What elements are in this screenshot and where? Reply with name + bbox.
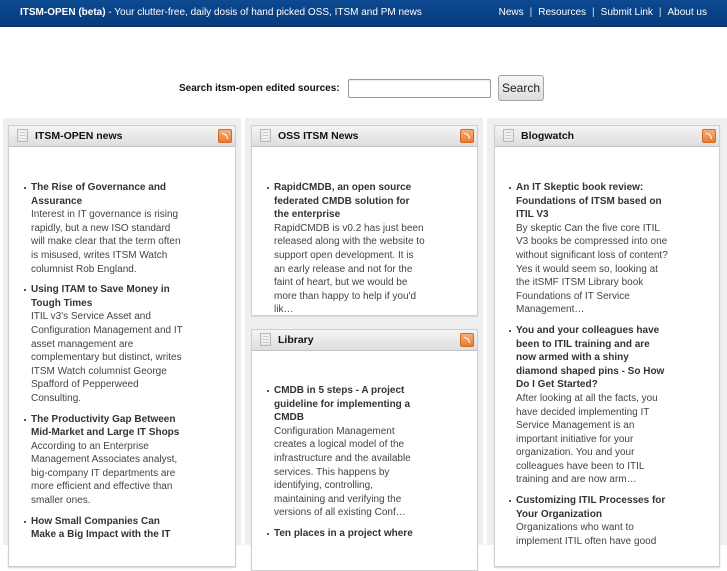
item-description: Interest in IT governance is rising rapidly, but a new ISO standard will make clear that the term often is misused, writes ITSM Watch columnist Rob England. [31, 209, 181, 275]
list-item [508, 494, 668, 548]
nav-separator: | [592, 7, 595, 18]
item-title-link[interactable]: Customizing ITIL Processes for Your Organization [516, 495, 666, 520]
news-list [266, 384, 426, 548]
document-icon [503, 129, 514, 142]
nav-about-us[interactable]: About us [667, 7, 707, 18]
item-title-link[interactable]: The Productivity Gap Between Mid-Market and Large IT Shops [31, 413, 180, 439]
top-bar [0, 0, 727, 27]
list-item [266, 384, 426, 520]
list-item [23, 181, 183, 276]
nav-submit-link[interactable]: Submit Link [600, 7, 653, 18]
document-icon [17, 129, 28, 142]
news-list [23, 181, 183, 549]
search-input[interactable] [348, 79, 491, 98]
rss-icon[interactable] [460, 333, 474, 347]
panel-header [495, 126, 719, 147]
document-icon [260, 333, 271, 346]
rss-icon[interactable] [702, 129, 716, 143]
list-item [23, 413, 183, 508]
site-tagline [20, 7, 422, 18]
item-description: According to an Enterprise Management Associates analyst, big-company IT departments are more efficient and effective than smaller ones. [31, 440, 178, 507]
panel-title: OSS ITSM News [278, 130, 359, 142]
item-description: Configuration Management creates a logical model of the infrastructure and the available services. This happens by identifying, controlling, maintaining and verifying the versions of all existing Conf… [274, 425, 411, 519]
list-item [266, 527, 426, 541]
item-description: ITIL v3's Service Asset and Configuration Management and IT asset management are complementary but distinct, writes ITSM Watch columnist George Spafford of Pepperweed Consulting. [31, 311, 183, 404]
panel-header [252, 126, 477, 147]
document-icon [260, 129, 271, 142]
news-list [508, 181, 668, 555]
rss-icon[interactable] [218, 129, 232, 143]
item-description: After looking at all the facts, you have decided implementing IT Service Management is an important initiative for your organization. You and your colleagues have been to ITIL training and are now arm… [516, 392, 658, 486]
item-title-link[interactable]: RapidCMDB, an open source federated CMDB solution for the enterprise [274, 182, 412, 221]
item-title-link[interactable]: The Rise of Governance and Assurance [31, 182, 167, 207]
search-button[interactable]: Search [498, 75, 544, 101]
top-nav [499, 7, 707, 18]
list-item [266, 181, 426, 317]
item-title-link[interactable]: How Small Companies Can Make a Big Impact with the IT [31, 515, 171, 541]
nav-separator: | [529, 7, 533, 18]
news-list [266, 181, 426, 324]
item-title-link[interactable]: You and your colleagues have been to ITIL training and are now armed with a shiny diamond shaped pins - So How Do I Get Started? [516, 324, 665, 391]
item-title-link[interactable]: CMDB in 5 steps - A project guideline for implementing a CMDB [274, 385, 411, 424]
panel-title: Library [278, 334, 314, 346]
nav-news[interactable]: News [498, 7, 524, 18]
list-item [23, 283, 183, 405]
panel-title: ITSM-OPEN news [35, 130, 123, 142]
nav-resources[interactable]: Resources [538, 7, 587, 18]
search-label: Search itsm-open edited sources: [179, 83, 340, 94]
panel-header [252, 330, 477, 351]
list-item [508, 181, 668, 317]
tagline-text: - Your clutter-free, daily dosis of hand picked OSS, ITSM and PM news [105, 7, 422, 18]
panel-header [9, 126, 235, 147]
item-title-link[interactable]: An IT Skeptic book review: Foundations of ITSM based on ITIL V3 [516, 182, 662, 221]
panel-itsm-open-news [8, 125, 236, 567]
item-title-link[interactable]: Ten places in a project where [274, 527, 413, 539]
panel-blogwatch [494, 125, 720, 567]
nav-separator: | [658, 7, 662, 18]
search-bar [0, 75, 727, 101]
panel-oss-itsm-news [251, 125, 478, 316]
panel-library [251, 329, 478, 571]
list-item [508, 324, 668, 487]
item-description: Organizations who want to implement ITIL often have good [516, 522, 657, 547]
panel-title: Blogwatch [521, 130, 575, 142]
site-name[interactable]: ITSM-OPEN (beta) [20, 7, 106, 18]
list-item [23, 515, 183, 542]
rss-icon[interactable] [460, 129, 474, 143]
item-title-link[interactable]: Using ITAM to Save Money in Tough Times [31, 284, 170, 309]
item-description: By skeptic Can the five core ITIL V3 books be compressed into one without significant loss of content? Yes it would seem so, looking at the itSMF ITSM Library book Foundations of IT Service Management… [516, 222, 668, 316]
item-description: RapidCMDB is v0.2 has just been released along with the website to support open development. It is an early release and not for the faint of heart, but we would be more than happy to help if you'd lik… [274, 222, 425, 316]
